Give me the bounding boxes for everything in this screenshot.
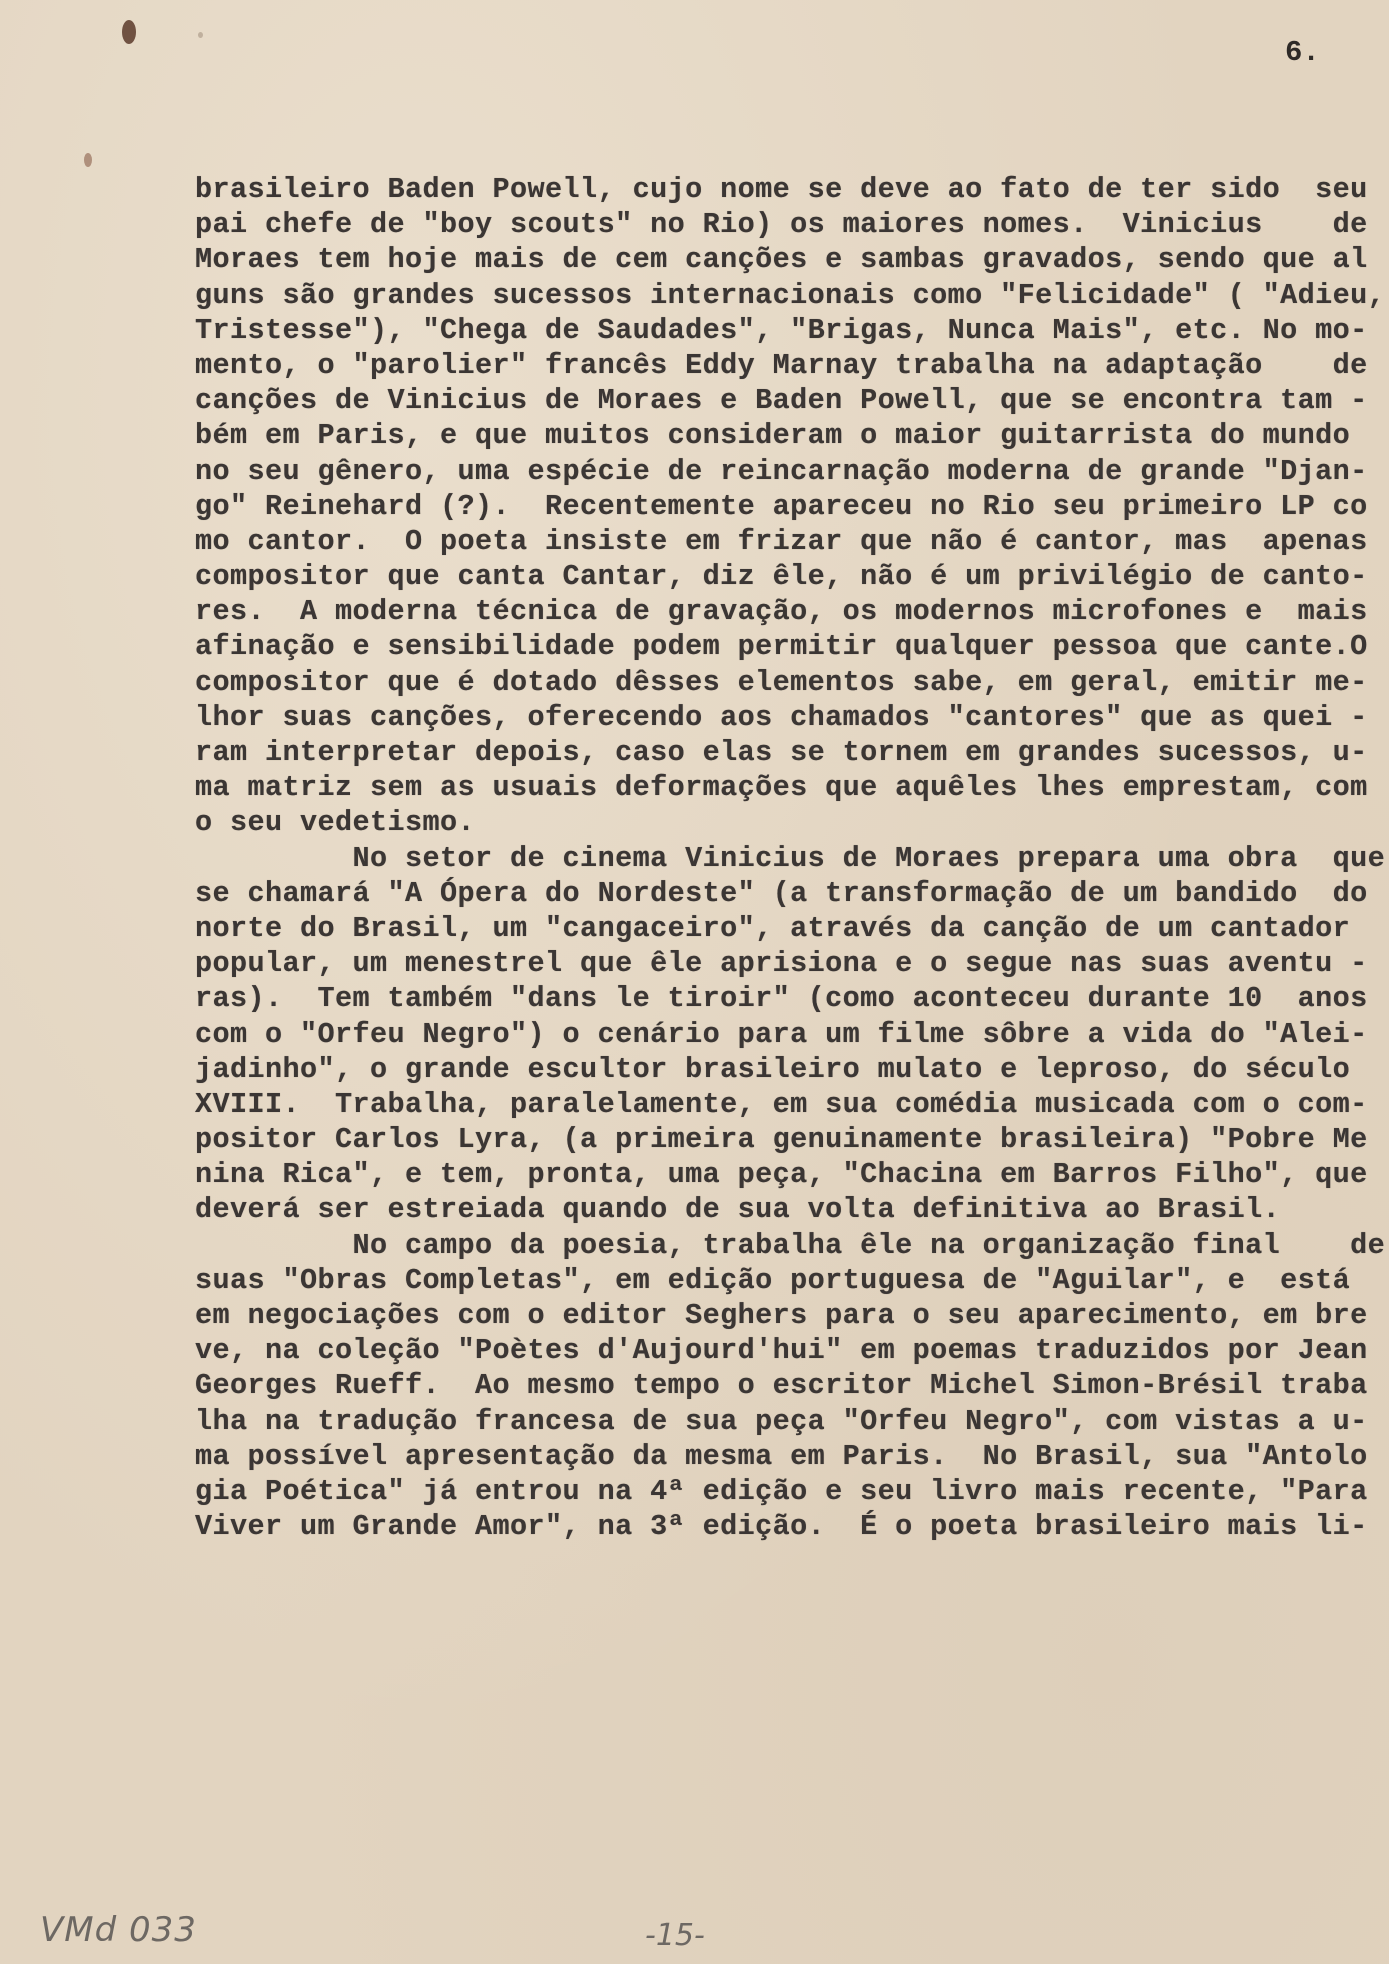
text-line: afinação e sensibilidade podem permitir qualquer pessoa que cante.O <box>195 630 1368 664</box>
text-line: o seu vedetismo. <box>195 806 476 840</box>
text-line: deverá ser estreiada quando de sua volta definitiva ao Brasil. <box>195 1193 1281 1227</box>
text-line: nina Rica", e tem, pronta, uma peça, "Chacina em Barros Filho", que <box>195 1158 1368 1192</box>
text-line: Tristesse"), "Chega de Saudades", "Brigas, Nunca Mais", etc. No mo- <box>195 313 1368 347</box>
text-line: gia Poética" já entrou na 4ª edição e seu livro mais recente, "Para <box>195 1474 1368 1508</box>
text-line: norte do Brasil, um "cangaceiro", através da canção de um cantador <box>195 911 1351 945</box>
text-line: XVIII. Trabalha, paralelamente, em sua comédia musicada com o com- <box>195 1087 1368 1121</box>
text-line: em negociações com o editor Seghers para o seu aparecimento, em bre <box>195 1299 1368 1332</box>
text-line: Georges Rueff. Ao mesmo tempo o escritor Michel Simon-Brésil traba <box>195 1369 1368 1403</box>
text-line: suas "Obras Completas", em edição portuguesa de "Aguilar", e está <box>195 1263 1351 1297</box>
text-line: mento, o "parolier" francês Eddy Marnay trabalha na adaptação de <box>195 348 1368 382</box>
ink-stain <box>122 20 136 44</box>
text-line: ve, na coleção "Poètes d'Aujourd'hui" em poemas traduzidos por Jean <box>195 1334 1368 1368</box>
text-line: res. A moderna técnica de gravação, os modernos microfones e mais <box>195 595 1368 629</box>
text-line: canções de Vinicius de Moraes e Baden Powell, que se encontra tam - <box>195 384 1368 418</box>
text-line: ma matriz sem as usuais deformações que aquêles lhes emprestam, com <box>195 771 1368 805</box>
text-line: brasileiro Baden Powell, cujo nome se deve ao fato de ter sido seu <box>195 173 1368 206</box>
text-line: No setor de cinema Vinicius de Moraes prepara uma obra que <box>195 841 1386 875</box>
typewritten-body <box>195 172 1386 1544</box>
text-line: go" Reinehard (?). Recentemente apareceu no Rio seu primeiro LP co <box>195 489 1368 523</box>
text-line: compositor que é dotado dêsses elementos sabe, em geral, emitir me- <box>195 665 1368 699</box>
page-number: 6. <box>1285 36 1320 69</box>
text-line: bém em Paris, e que muitos consideram o maior guitarrista do mundo <box>195 419 1351 453</box>
text-line: se chamará "A Ópera do Nordeste" (a transformação de um bandido do <box>195 876 1368 910</box>
text-line: pai chefe de "boy scouts" no Rio) os maiores nomes. Vinicius de <box>195 208 1368 242</box>
text-line: No campo da poesia, trabalha êle na organização final de <box>195 1228 1386 1262</box>
handwritten-folio: -15- <box>645 1918 705 1953</box>
ink-stain <box>84 153 92 167</box>
text-line: mo cantor. O poeta insiste em frizar que não é cantor, mas apenas <box>195 524 1368 558</box>
handwritten-reference: VMd 033 <box>40 1910 197 1950</box>
text-line: lha na tradução francesa de sua peça "Orfeu Negro", com vistas a u- <box>195 1404 1368 1438</box>
text-line: positor Carlos Lyra, (a primeira genuinamente brasileira) "Pobre Me <box>195 1123 1368 1157</box>
text-line: ma possível apresentação da mesma em Paris. No Brasil, sua "Antolo <box>195 1439 1368 1473</box>
ink-stain <box>198 32 203 38</box>
text-line: com o "Orfeu Negro") o cenário para um filme sôbre a vida do "Alei- <box>195 1017 1368 1051</box>
text-line: lhor suas canções, oferecendo aos chamados "cantores" que as quei - <box>195 700 1368 734</box>
text-line: guns são grandes sucessos internacionais como "Felicidade" ( "Adieu, <box>195 278 1386 312</box>
text-line: ram interpretar depois, caso elas se tornem em grandes sucessos, u- <box>195 736 1368 769</box>
text-line: ras). Tem também "dans le tiroir" (como aconteceu durante 10 anos <box>195 982 1368 1016</box>
text-line: Viver um Grande Amor", na 3ª edição. É o poeta brasileiro mais li- <box>195 1510 1368 1544</box>
text-line: no seu gênero, uma espécie de reincarnação moderna de grande "Djan- <box>195 454 1368 488</box>
text-line: popular, um menestrel que êle aprisiona e o segue nas suas aventu - <box>195 947 1368 981</box>
text-line: Moraes tem hoje mais de cem canções e sambas gravados, sendo que al <box>195 243 1368 277</box>
text-line: jadinho", o grande escultor brasileiro mulato e leproso, do século <box>195 1052 1351 1086</box>
text-line: compositor que canta Cantar, diz êle, não é um privilégio de canto- <box>195 560 1368 594</box>
